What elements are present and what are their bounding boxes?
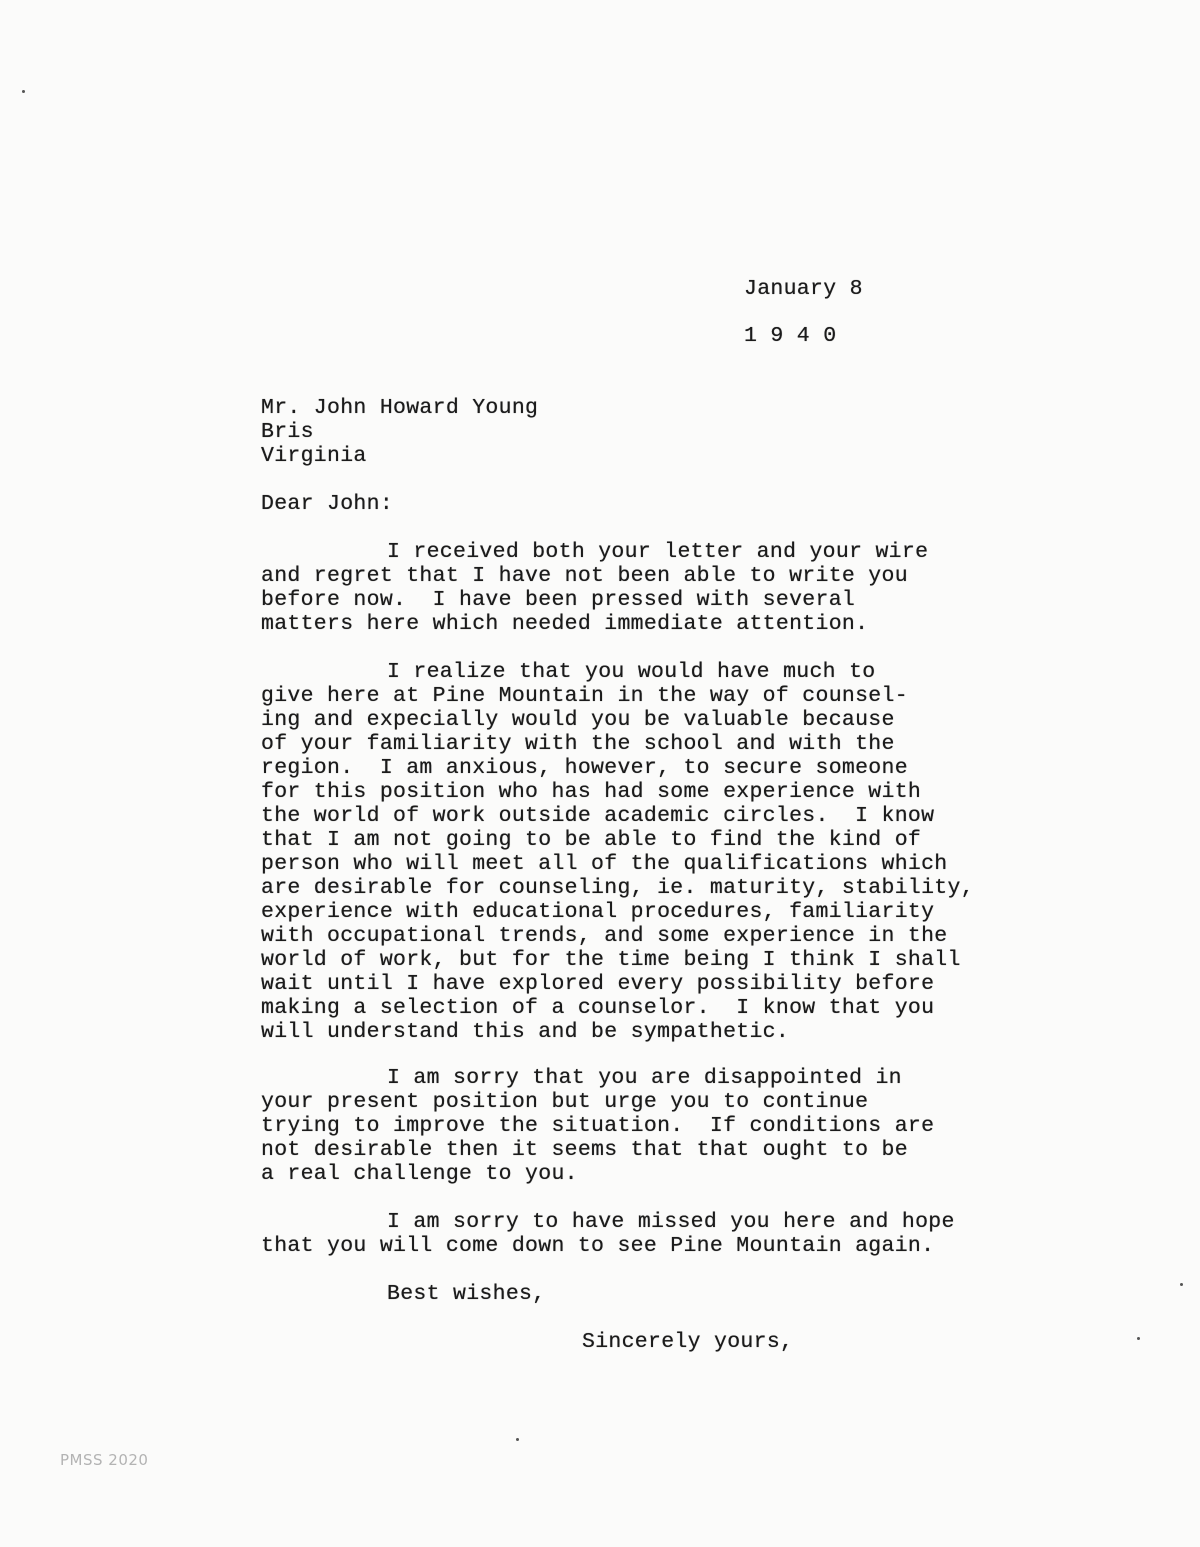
body-line: I am sorry to have missed you here and hope: [387, 1210, 955, 1234]
body-line: person who will meet all of the qualifications which: [261, 852, 948, 876]
body-line: of your familiarity with the school and with the: [261, 732, 895, 756]
body-line: making a selection of a counselor. I know that you: [261, 996, 935, 1020]
letter-date: January 8: [744, 277, 863, 301]
body-line: experience with educational procedures, familiarity: [261, 900, 935, 924]
signoff: Sincerely yours,: [582, 1330, 794, 1354]
body-line: with occupational trends, and some experience in the: [261, 924, 948, 948]
paper-speck: [516, 1438, 519, 1441]
body-line: trying to improve the situation. If conditions are: [261, 1114, 935, 1138]
body-line: matters here which needed immediate attention.: [261, 612, 869, 636]
body-line: that you will come down to see Pine Mountain again.: [261, 1234, 935, 1258]
body-line: ing and expecially would you be valuable because: [261, 708, 895, 732]
body-line: I received both your letter and your wire: [387, 540, 929, 564]
body-line: are desirable for counseling, ie. maturity, stability,: [261, 876, 974, 900]
body-line: world of work, but for the time being I think I shall: [261, 948, 961, 972]
body-line: and regret that I have not been able to write you: [261, 564, 908, 588]
body-line: the world of work outside academic circles. I know: [261, 804, 935, 828]
address-state: Virginia: [261, 444, 367, 468]
body-line: a real challenge to you.: [261, 1162, 578, 1186]
address-city: Bris: [261, 420, 314, 444]
body-line: before now. I have been pressed with several: [261, 588, 856, 612]
body-line: give here at Pine Mountain in the way of counsel-: [261, 684, 908, 708]
archive-watermark: PMSS 2020: [60, 1451, 149, 1469]
address-name: Mr. John Howard Young: [261, 396, 539, 420]
body-line: I am sorry that you are disappointed in: [387, 1066, 902, 1090]
body-line: will understand this and be sympathetic.: [261, 1020, 790, 1044]
body-line: your present position but urge you to continue: [261, 1090, 869, 1114]
body-line: that I am not going to be able to find the kind of: [261, 828, 922, 852]
body-line: I realize that you would have much to: [387, 660, 876, 684]
salutation: Dear John:: [261, 492, 394, 516]
body-line: not desirable then it seems that that ought to be: [261, 1138, 908, 1162]
paper-speck: [1137, 1337, 1140, 1340]
body-line: wait until I have explored every possibility before: [261, 972, 935, 996]
letter-year: 1 9 4 0: [744, 324, 837, 348]
paper-speck: [1180, 1283, 1183, 1286]
body-line: for this position who has had some experience with: [261, 780, 922, 804]
body-line: region. I am anxious, however, to secure someone: [261, 756, 908, 780]
closing-wishes: Best wishes,: [387, 1282, 546, 1306]
paper-speck: [22, 90, 25, 93]
